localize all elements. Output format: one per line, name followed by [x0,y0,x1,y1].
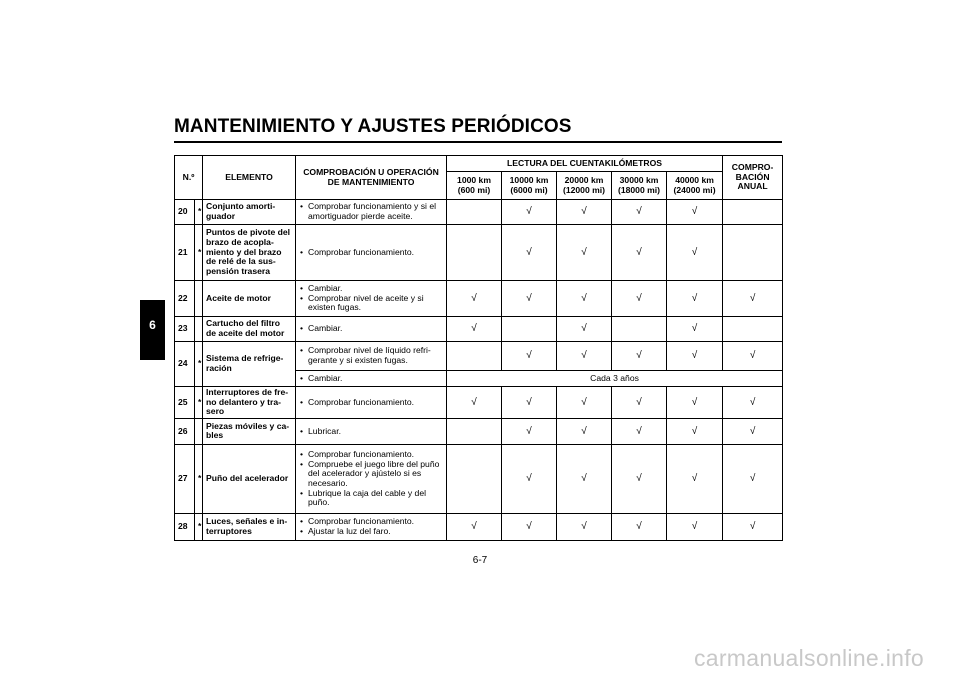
title-rule [174,141,782,143]
table-row [175,317,783,342]
interval-check: √ [667,225,723,281]
maintenance-table [174,155,783,541]
interval-check: √ [723,387,783,419]
header-annual: COMPRO-BACIÓN ANUAL [723,156,783,200]
interval-check: √ [447,513,502,540]
item-number: 25 [175,387,195,419]
table-row [175,281,783,317]
interval-mi: (18000 mi) [617,184,661,195]
item-element: Puntos de pivote del brazo de acopla-miento y del brazo de relé de la sus-pensión trasera [203,225,296,281]
header-interval [447,172,502,200]
table-row [175,225,783,281]
item-star: * [195,225,203,281]
interval-check: √ [502,513,557,540]
item-element: Conjunto amorti-guador [203,200,296,225]
item-element: Aceite de motor [203,281,296,317]
table-row [175,418,783,444]
interval-check: √ [612,387,667,419]
interval-check: √ [723,342,783,371]
interval-check: √ [447,281,502,317]
interval-mi: (6000 mi) [510,184,548,195]
item-operation [296,444,447,513]
header-no: N.º [175,156,203,200]
interval-check [502,317,557,342]
item-number: 20 [175,200,195,225]
interval-check [723,317,783,342]
item-number: 27 [175,444,195,513]
item-operation [296,225,447,281]
interval-km: 40000 km [675,174,714,185]
interval-check: √ [612,418,667,444]
interval-mi: (600 mi) [457,184,491,195]
interval-check: √ [612,342,667,371]
interval-check: √ [557,281,612,317]
interval-check [447,225,502,281]
operation-list [299,450,443,508]
item-element: Piezas móviles y ca-bles [203,418,296,444]
header-interval [502,172,557,200]
operation-list [299,284,443,313]
item-element: Sistema de refrige-ración [203,342,296,387]
operation-item: • Comprobar funcionamiento. [299,450,443,460]
interval-check: √ [502,281,557,317]
interval-check: √ [723,418,783,444]
interval-check [447,444,502,513]
item-operation [296,418,447,444]
interval-check: √ [612,281,667,317]
item-operation [296,342,447,371]
interval-check: √ [502,444,557,513]
item-number: 26 [175,418,195,444]
chapter-tab-label: 6 [149,318,156,332]
table-row [175,200,783,225]
table-row [175,387,783,419]
item-star: * [195,200,203,225]
interval-check: √ [502,225,557,281]
operation-item: • Lubricar. [299,427,443,437]
interval-check [447,342,502,371]
operation-item: • Comprobar funcionamiento. [299,517,443,527]
interval-check: √ [557,225,612,281]
interval-check: √ [667,281,723,317]
interval-check: √ [557,418,612,444]
interval-check: √ [557,317,612,342]
item-operation [296,317,447,342]
interval-check: √ [723,444,783,513]
header-element: ELEMENTO [203,156,296,200]
interval-km: 10000 km [509,174,549,185]
interval-mi: (12000 mi) [562,184,606,195]
interval-check: √ [723,281,783,317]
interval-check [723,225,783,281]
item-operation [296,371,447,387]
operation-list [299,427,443,437]
operation-item: • Cambiar. [299,324,443,334]
item-element: Cartucho del filtro de aceite del motor [203,317,296,342]
interval-check: √ [667,387,723,419]
interval-span-note: Cada 3 años [447,371,783,387]
operation-item: • Cambiar. [299,374,443,384]
item-star [195,418,203,444]
item-element: Puño del acelerador [203,444,296,513]
interval-check: √ [502,200,557,225]
interval-check: √ [502,418,557,444]
interval-check [447,418,502,444]
operation-list [299,398,443,408]
operation-list [299,248,443,258]
item-number: 21 [175,225,195,281]
interval-km: 30000 km [619,174,659,185]
operation-item: • Comprobar funcionamiento. [299,248,443,258]
operation-list [299,346,443,365]
item-element: Interruptores de fre-no delantero y tra-sero [203,387,296,419]
header-operation: COMPROBACIÓN U OPERACIÓN DE MANTENIMIENTO [296,156,447,200]
operation-item: • Cambiar. [299,284,443,294]
table-row [175,444,783,513]
interval-check: √ [557,513,612,540]
operation-list [299,374,443,384]
header-row-top [175,156,783,172]
interval-check: √ [557,342,612,371]
interval-check: √ [667,444,723,513]
operation-item: • Lubrique la caja del cable y del puño. [299,489,443,508]
item-number: 23 [175,317,195,342]
page-title: MANTENIMIENTO Y AJUSTES PERIÓDICOS [174,116,572,137]
operation-list [299,324,443,334]
interval-check: √ [612,200,667,225]
interval-check: √ [612,444,667,513]
item-star: * [195,387,203,419]
operation-item: • Comprobar funcionamiento. [299,398,443,408]
item-star: * [195,513,203,540]
item-operation [296,513,447,540]
item-star: * [195,342,203,387]
interval-check: √ [557,444,612,513]
table-row [175,513,783,540]
item-operation [296,281,447,317]
interval-check: √ [447,317,502,342]
interval-check: √ [667,513,723,540]
interval-check [723,200,783,225]
interval-check: √ [667,418,723,444]
interval-km: 1000 km [457,174,491,185]
interval-check: √ [612,513,667,540]
item-star [195,281,203,317]
operation-item: • Comprobar nivel de aceite y si existen fugas. [299,294,443,313]
interval-check: √ [723,513,783,540]
item-number: 22 [175,281,195,317]
operation-item: • Comprobar nivel de líquido refri-gerante y si existen fugas. [299,346,443,365]
item-operation [296,387,447,419]
item-operation [296,200,447,225]
header-odometer: LECTURA DEL CUENTAKILÓMETROS [447,156,723,172]
interval-check: √ [612,225,667,281]
interval-check: √ [667,200,723,225]
interval-check [447,200,502,225]
item-star: * [195,444,203,513]
operation-item: • Compruebe el juego libre del puño del acelerador y ajústelo si es necesario. [299,460,443,489]
operation-item: • Ajustar la luz del faro. [299,527,443,537]
page-number: 6-7 [472,555,488,566]
operation-item: • Comprobar funcionamiento y si el amortiguador pierde aceite. [299,202,443,221]
operation-list [299,202,443,221]
interval-check: √ [502,387,557,419]
item-star [195,317,203,342]
header-interval [667,172,723,200]
interval-check: √ [447,387,502,419]
interval-check: √ [667,317,723,342]
interval-check: √ [557,200,612,225]
item-number: 28 [175,513,195,540]
watermark: carmanualsonline.info [693,645,924,671]
table-row [175,342,783,371]
interval-check: √ [557,387,612,419]
interval-check: √ [667,342,723,371]
interval-check [612,317,667,342]
chapter-tab [140,300,165,360]
item-number: 24 [175,342,195,387]
interval-mi: (24000 mi) [673,184,716,195]
header-interval [557,172,612,200]
operation-list [299,517,443,536]
interval-check: √ [502,342,557,371]
item-element: Luces, señales e in-terruptores [203,513,296,540]
table-body [175,200,783,541]
interval-km: 20000 km [564,174,604,185]
header-interval [612,172,667,200]
